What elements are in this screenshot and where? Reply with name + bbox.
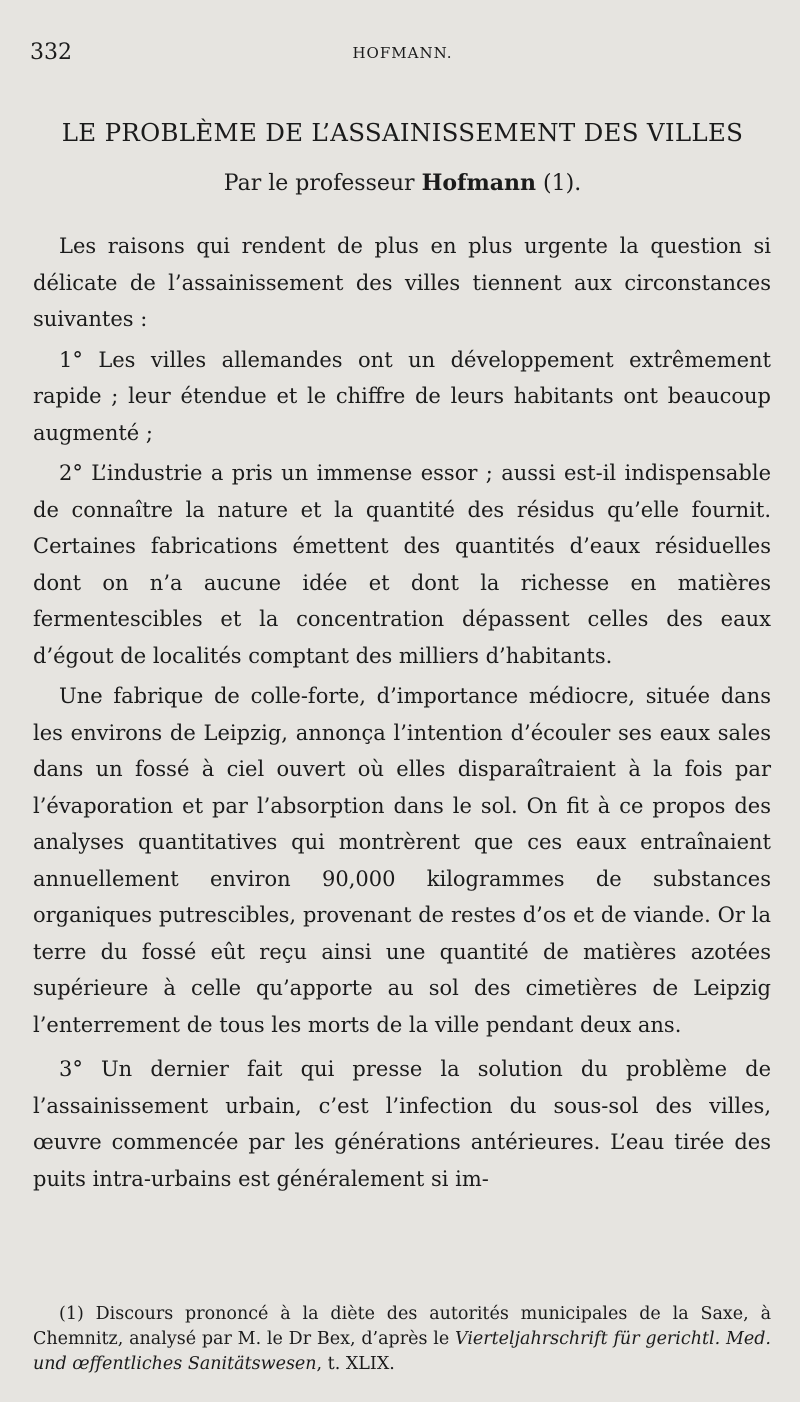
byline-author: Hofmann (421, 170, 537, 196)
footnote-text: (1) Discours prononcé à la diète des autorités municipales de la Saxe, à Chemnitz, analysé par M. le Dr Bex, d’après le (33, 1304, 771, 1349)
paragraph-intro: Les raisons qui rendent de plus en plus urgente la question si délicate de l’assainissement des villes tiennent aux circonstances suivantes : (33, 234, 771, 331)
footnote-volume: , t. XLIX. (316, 1354, 395, 1374)
footnote-journal-title: Vierteljahrschrift für gerichtl. Med. und œffentliches Sanitätswesen (33, 1329, 771, 1374)
byline (30, 170, 775, 196)
byline-note-ref: (1). (543, 171, 582, 196)
byline-prefix: Par le professeur (223, 171, 415, 196)
running-title: HOFMANN. (352, 44, 453, 62)
paragraph-example: Une fabrique de colle-forte, d’importance médiocre, située dans les environs de Leipzig, annonça l’intention d’écouler ses eaux sales dans un fossé à ciel ouvert où elles disparaîtraient à la fois par l’évaporation et par l’absorption dans le sol. On fit à ce propos des analyses quantitatives qui montrèrent que ces eaux entraînaient annuellement environ 90,000 kilogrammes de substances organiques putrescibles, provenant de restes d’os et de viande. Or la terre du fossé eût reçu ainsi une quantité de matières azotées supérieure à celle qu’apporte au sol des cimetières de Leipzig l’enterrement de tous les morts de la ville pendant deux ans. (33, 684, 771, 1037)
article-title: LE PROBLÈME DE L’ASSAINISSEMENT DES VILLES (61, 118, 744, 147)
paragraph-point-2: 2° L’industrie a pris un immense essor ; aussi est-il indispensable de connaître la nature et la quantité des résidus qu’elle fournit. Certaines fabrications émettent des quantités d’eaux résiduelles dont on n’a aucune idée et dont la richesse en matières fermentescibles et la concentration dépassent celles des eaux d’égout de localités comptant des milliers d’habitants. (33, 461, 771, 668)
running-head (30, 40, 775, 70)
paragraph-point-1: 1° Les villes allemandes ont un développement extrêmement rapide ; leur étendue et le chiffre de leurs habitants ont beaucoup augmenté ; (33, 347, 771, 445)
footnote (33, 1302, 771, 1377)
paragraph-point-3: 3° Un dernier fait qui presse la solution du problème de l’assainissement urbain, c’est l’infection du sous-sol des villes, œuvre commencée par les générations antérieures. L’eau tirée des puits intra-urbains est généralement si im- (33, 1057, 771, 1191)
body-text (33, 228, 771, 1197)
page-number: 332 (30, 40, 72, 65)
